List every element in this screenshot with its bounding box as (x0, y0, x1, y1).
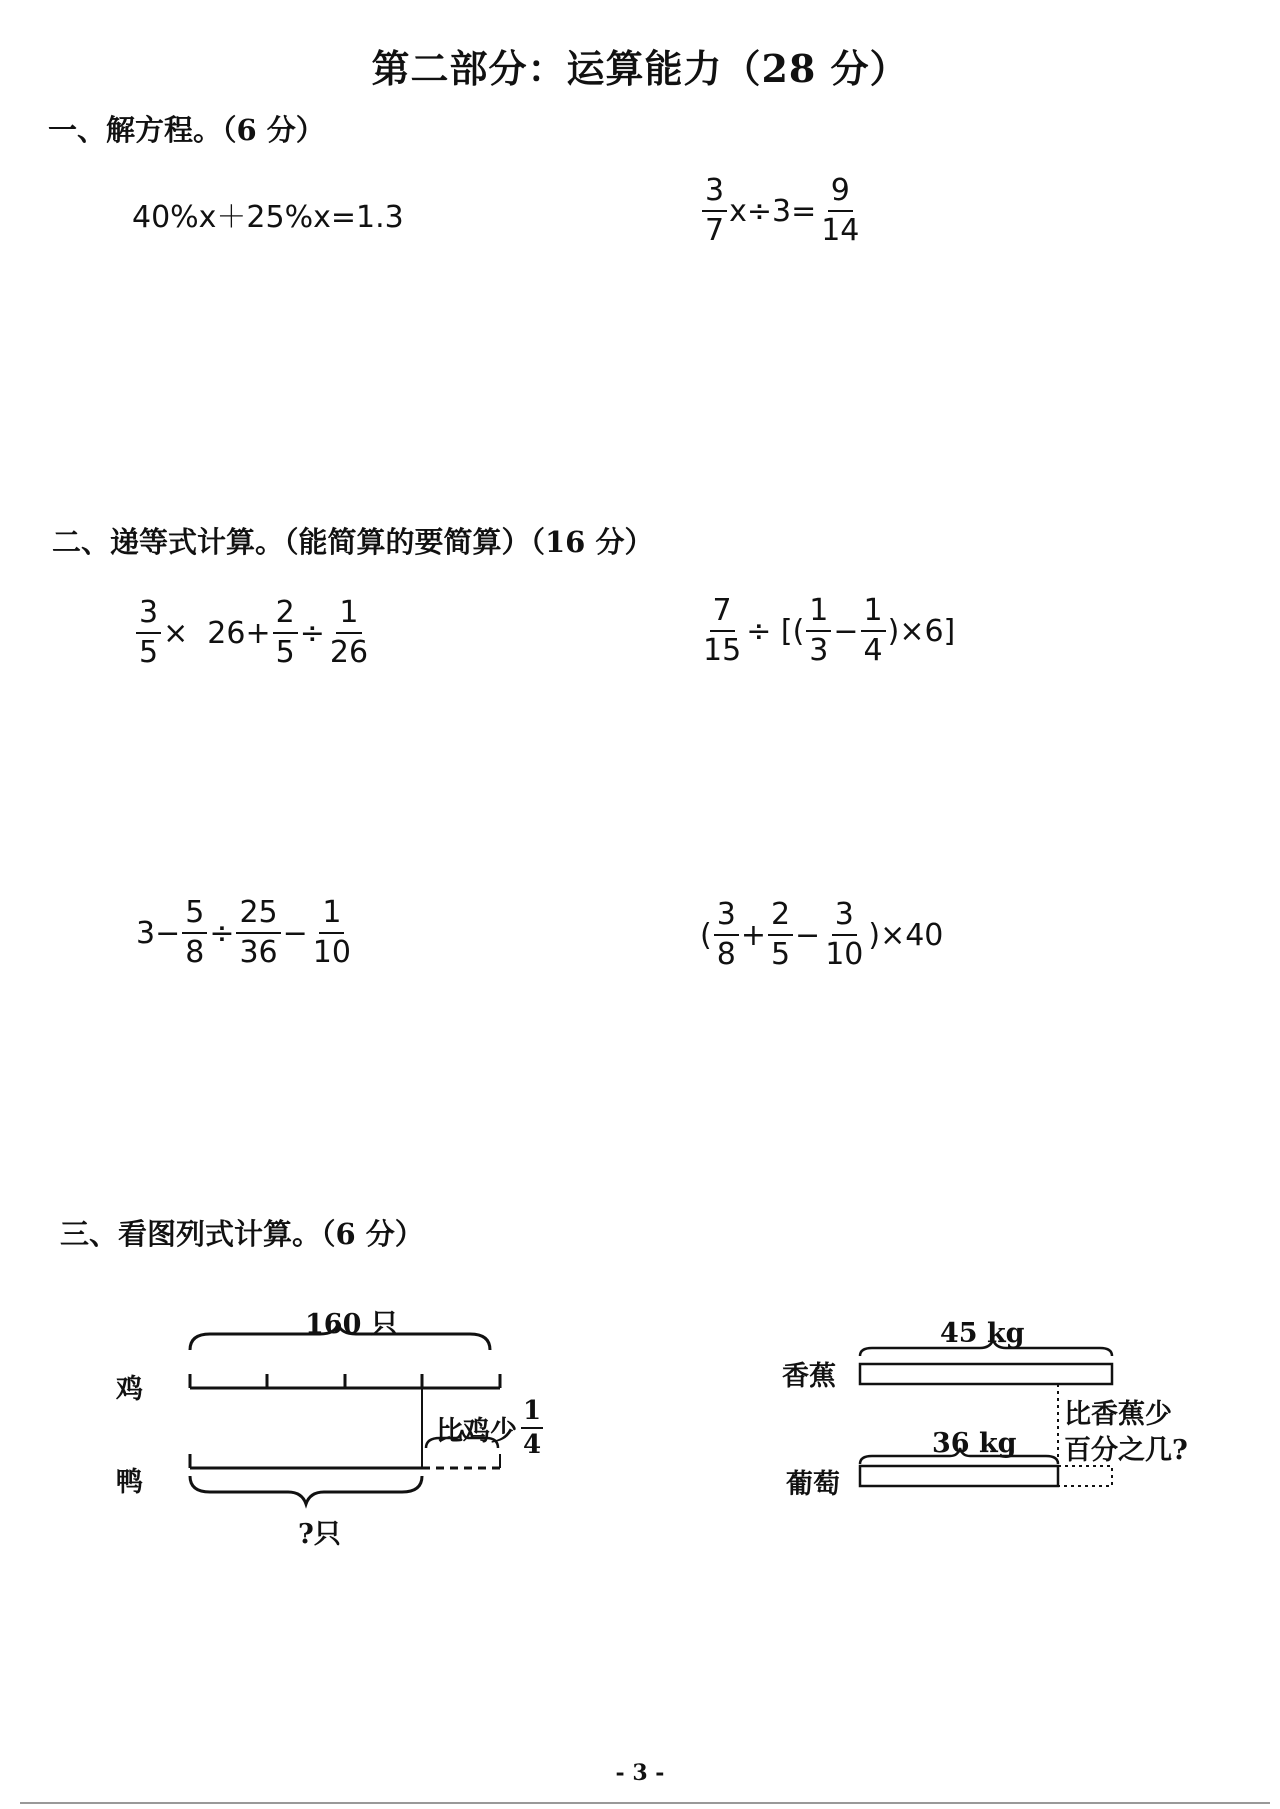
denominator: 10 (825, 937, 864, 972)
problem-4 (700, 897, 944, 972)
fraction (714, 897, 739, 972)
numerator: 1 (861, 596, 886, 632)
denominator: 7 (705, 213, 725, 248)
fraction (818, 173, 862, 248)
fraction (136, 595, 161, 670)
equation-1 (132, 192, 404, 236)
fraction (182, 895, 207, 970)
numerator: 9 (828, 176, 853, 212)
operator: ÷ (209, 915, 235, 951)
operator: − (833, 613, 859, 649)
numerator: 3 (714, 900, 739, 936)
page-number: - 3 - (615, 1760, 665, 1786)
grape-label: 葡萄 (786, 1469, 840, 1500)
numerator: 7 (710, 596, 735, 632)
chicken-total-label: 160 只 (305, 1309, 398, 1340)
banana-grape-diagram (850, 1330, 1120, 1500)
numerator: 3 (832, 900, 857, 936)
banana-label: 香蕉 (782, 1361, 836, 1392)
grape-weight-label: 36 kg (932, 1428, 1017, 1459)
operator: ÷ [( (746, 613, 805, 649)
chicken-label: 鸡 (116, 1374, 143, 1405)
denominator: 5 (139, 635, 159, 670)
operator: )×6] (887, 613, 956, 649)
denominator: 36 (239, 935, 278, 970)
numerator: 2 (768, 900, 793, 936)
fraction (806, 593, 831, 668)
fraction (768, 897, 793, 972)
fraction (327, 595, 371, 670)
grape-brace (860, 1448, 1058, 1464)
less-text: 比鸡少 (436, 1415, 517, 1447)
operator: )×40 (868, 917, 944, 953)
operator: − (282, 915, 308, 951)
denominator: 14 (821, 213, 860, 248)
fraction (310, 895, 354, 970)
problem-2 (698, 593, 956, 668)
less-brace (426, 1430, 498, 1448)
numerator: 1 (319, 898, 344, 934)
section-2-heading: 二、递等式计算。（能简算的要简算）（16 分） (52, 525, 654, 559)
equation-1-text: 40%x＋25%x=1.3 (132, 200, 404, 235)
fraction (273, 595, 298, 670)
duck-label: 鸭 (116, 1467, 143, 1498)
numerator: 3 (702, 176, 727, 212)
grape-bar (860, 1466, 1058, 1486)
fraction (700, 593, 744, 668)
banana-bar (860, 1364, 1112, 1384)
banana-brace (860, 1340, 1112, 1356)
total-brace (190, 1324, 490, 1350)
problem-3 (136, 895, 356, 970)
denominator: 26 (329, 635, 369, 670)
equation-2 (700, 173, 864, 248)
denominator: 3 (809, 633, 829, 668)
bottom-rule (20, 1802, 1270, 1804)
numerator: 3 (136, 598, 161, 634)
numerator: 2 (273, 598, 298, 634)
question-line-2: 百分之几? (1064, 1435, 1188, 1466)
operator: − (795, 917, 821, 953)
denominator: 4 (863, 633, 883, 668)
question-line-1: 比香蕉少 (1064, 1399, 1172, 1430)
duck-unknown-label: ?只 (298, 1519, 341, 1550)
problem-1 (134, 595, 373, 670)
grape-dotted-ext (1058, 1466, 1112, 1486)
denominator: 10 (312, 935, 351, 970)
fraction (236, 895, 280, 970)
numerator: 5 (182, 898, 207, 934)
operator: 3− (136, 915, 181, 951)
denominator: 5 (275, 635, 295, 670)
denominator: 4 (523, 1430, 542, 1460)
operator: × 26+ (163, 615, 271, 651)
denominator: 8 (185, 935, 205, 970)
operator: ( (700, 917, 712, 953)
chicken-duck-diagram (170, 1320, 550, 1520)
denominator: 8 (716, 937, 736, 972)
numerator: 1 (336, 598, 361, 634)
section-3-heading: 三、看图列式计算。（6 分） (60, 1217, 424, 1251)
banana-weight-label: 45 kg (940, 1318, 1025, 1349)
numerator: 25 (236, 898, 280, 934)
fraction (861, 593, 886, 668)
duck-brace (190, 1476, 422, 1504)
denominator: 15 (703, 633, 742, 668)
denominator: 5 (770, 937, 791, 972)
page-title: 第二部分：运算能力（28 分） (371, 46, 909, 91)
numerator: 1 (521, 1398, 543, 1429)
operator: + (740, 917, 766, 953)
operator: x÷3= (729, 193, 817, 229)
operator: ÷ (299, 615, 325, 651)
fraction (702, 173, 727, 248)
fraction (822, 897, 866, 972)
numerator: 1 (806, 596, 831, 632)
section-1-heading: 一、解方程。（6 分） (48, 113, 325, 147)
